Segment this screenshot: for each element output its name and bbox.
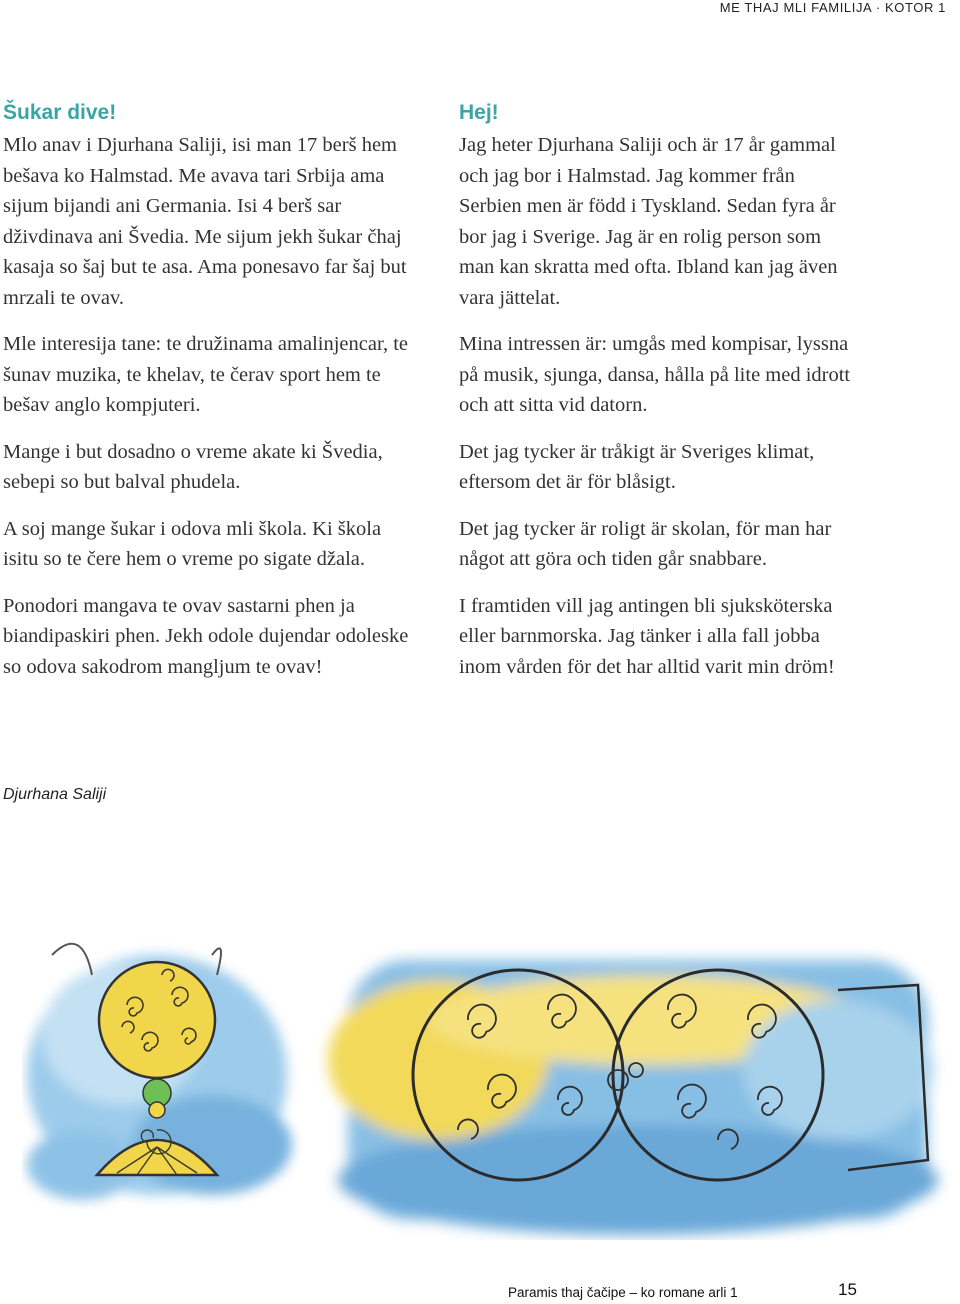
romani-paragraph-2: Mle interesija tane: te družinama amalinjencar, te šunav muzika, te khelav, te čerav sport hem te bešav anglo kompjuteri.: [3, 333, 409, 416]
romani-paragraph-4: A soj mange šukar i odova mli škola. Ki škola isitu so te čere hem o vreme po sigate džala.: [3, 517, 382, 570]
swedish-heading: Hej!: [459, 101, 499, 124]
swedish-column: [459, 98, 859, 698]
swedish-paragraph-4: Det jag tycker är roligt är skolan, för man har något att göra och tiden går snabbare.: [459, 517, 832, 570]
page-number: 15: [838, 1280, 857, 1299]
coins-illustration: [318, 930, 960, 1240]
swedish-paragraph-1: Jag heter Djurhana Saliji och är 17 år gammal och jag bor i Halmstad. Jag kommer från Serbien men är född i Tyskland. Sedan fyra år bor jag i Sverige. Jag är en rolig person som man kan skratta med ofta. Ibland kan jag även vara jättelat.: [459, 134, 838, 309]
necklace-illustration: [22, 915, 302, 1215]
romani-column: [3, 98, 413, 698]
romani-paragraph-1: Mlo anav i Djurhana Saliji, isi man 17 berš hem bešava ko Halmstad. Me avava tari Srbija ama sijum bijandi ani Germania. Isi 4 berš sar dživdinava ani Švedia. Me sijum jekh šukar čhaj kasaja so šaj but te asa. Ama ponesavo far šaj but mrzali te ovav.: [3, 134, 407, 309]
romani-paragraph-5: Ponodori mangava te ovav sastarni phen ja biandipaskiri phen. Jekh odole dujendar odoleske so odova sakodrom mangljum te ovav!: [3, 594, 409, 678]
running-header: ME THAJ MLI FAMILIJA · KOTOR 1: [719, 0, 946, 15]
swedish-paragraph-2: Mina intressen är: umgås med kompisar, lyssna på musik, sjunga, dansa, hålla på lite med idrott och att sitta vid datorn.: [459, 333, 851, 416]
romani-paragraph-3: Mange i but dosadno o vreme akate ki Švedia, sebepi so but balval phudela.: [3, 440, 383, 493]
author-credit: Djurhana Saliji: [3, 786, 107, 803]
romani-heading: Šukar dive!: [3, 101, 117, 124]
swedish-paragraph-3: Det jag tycker är tråkigt är Sveriges klimat, eftersom det är för blåsigt.: [459, 440, 815, 493]
footer-book-title: Paramis thaj čačipe – ko romane arli 1: [508, 1285, 738, 1300]
swedish-paragraph-5: I framtiden vill jag antingen bli sjuksköterska eller barnmorska. Jag tänker i alla fall jobba inom vården för det har alltid varit min dröm!: [459, 594, 835, 678]
